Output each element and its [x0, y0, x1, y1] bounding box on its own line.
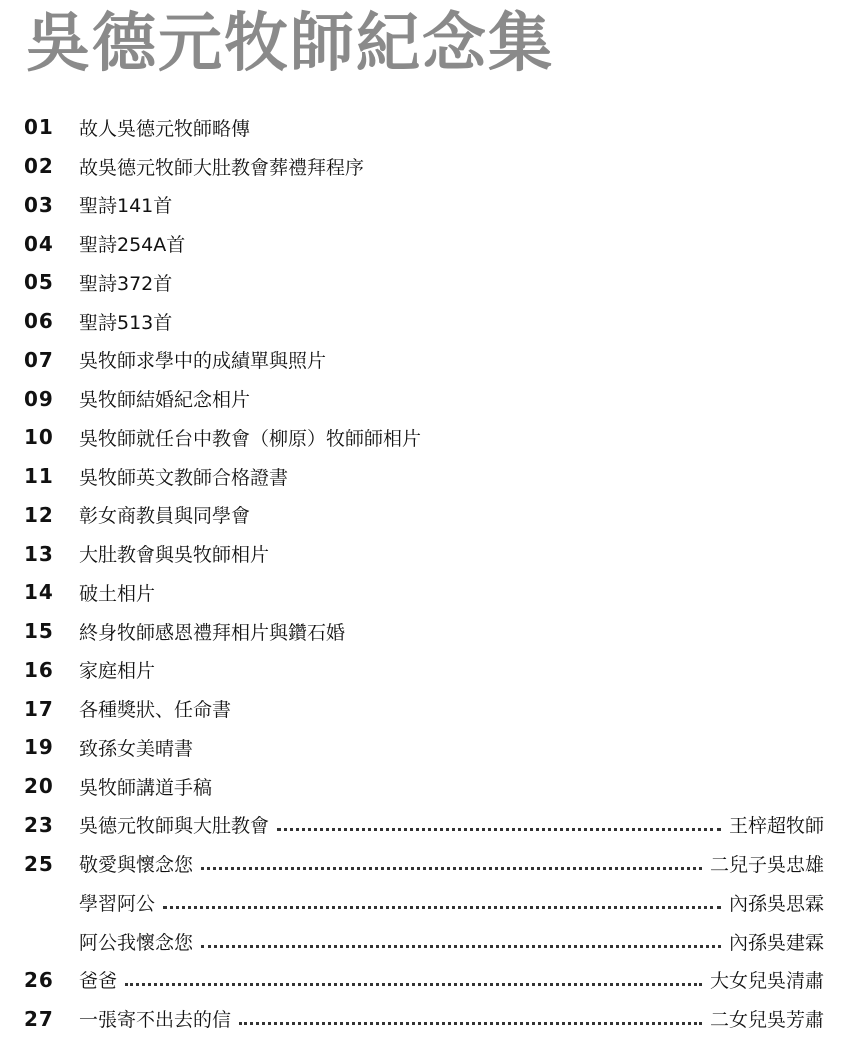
entry-title: 聖詩513首 [79, 311, 173, 334]
entry-title: 聖詩254A首 [79, 234, 186, 257]
entry-number: 26 [24, 967, 54, 992]
entry-number: 27 [24, 1006, 54, 1031]
entry-number: 03 [24, 192, 54, 217]
toc-entry [24, 767, 824, 806]
entry-title: 聖詩141首 [79, 195, 173, 218]
entry-number: 02 [24, 154, 54, 179]
entry-number: 04 [24, 231, 54, 256]
toc-entry [24, 612, 824, 651]
entry-author: 二兒子吳忠雄 [709, 854, 824, 877]
dot-leader [201, 945, 721, 948]
toc-entry [24, 961, 824, 1000]
dot-leader [163, 906, 721, 909]
entry-number: 06 [24, 309, 54, 334]
toc-entry [24, 341, 824, 380]
entry-number: 23 [24, 812, 54, 837]
toc-entry [24, 263, 824, 302]
dot-leader [125, 983, 702, 986]
toc-entry [24, 651, 824, 690]
dot-leader [239, 1022, 702, 1025]
entry-number: 05 [24, 270, 54, 295]
entry-number: 01 [24, 115, 54, 140]
toc-entry [24, 418, 824, 457]
entry-title: 吳牧師就任台中教會（柳原）牧師師相片 [79, 427, 422, 450]
entry-title: 一張寄不出去的信 [79, 1009, 232, 1032]
entry-author: 大女兒吳清肅 [709, 970, 824, 993]
entry-number: 10 [24, 425, 54, 450]
toc-entry [24, 379, 824, 418]
toc-entry [24, 844, 824, 883]
entry-title: 學習阿公 [79, 892, 156, 915]
dot-leader [277, 828, 721, 831]
entry-number: 15 [24, 619, 54, 644]
entry-title: 故人吳德元牧師略傳 [79, 117, 251, 140]
entry-author: 內孫吳建霖 [728, 931, 824, 954]
toc-entry [24, 302, 824, 341]
entry-title: 家庭相片 [79, 660, 156, 683]
entry-author: 二女兒吳芳肅 [709, 1009, 824, 1032]
entry-title: 故吳德元牧師大肚教會葬禮拜程序 [79, 156, 365, 179]
entry-number: 11 [24, 464, 54, 489]
toc-entry [24, 573, 824, 612]
entry-number: 19 [24, 735, 54, 760]
entry-number: 16 [24, 657, 54, 682]
entry-title: 彰女商教員與同學會 [79, 505, 251, 528]
entry-author: 內孫吳思霖 [728, 892, 824, 915]
entry-number: 14 [24, 580, 54, 605]
entry-number: 12 [24, 502, 54, 527]
entry-title: 終身牧師感恩禮拜相片與鑽石婚 [79, 621, 346, 644]
toc-entry [24, 186, 824, 225]
table-of-contents [24, 108, 824, 1038]
entry-title: 阿公我懷念您 [79, 931, 194, 954]
entry-title: 敬愛與懷念您 [79, 854, 194, 877]
entry-title: 致孫女美晴書 [79, 737, 194, 760]
toc-entry [24, 689, 824, 728]
entry-number: 20 [24, 774, 54, 799]
entry-number: 07 [24, 347, 54, 372]
entry-title: 聖詩372首 [79, 272, 173, 295]
entry-title: 破土相片 [79, 582, 156, 605]
entry-title: 爸爸 [79, 970, 118, 993]
toc-entry [24, 108, 824, 147]
entry-number: 17 [24, 696, 54, 721]
toc-entry [24, 999, 824, 1038]
toc-entry [24, 496, 824, 535]
entry-title: 吳牧師求學中的成績單與照片 [79, 350, 327, 373]
toc-entry [24, 728, 824, 767]
dot-leader [201, 867, 702, 870]
toc-entry [24, 883, 824, 922]
toc-entry [24, 147, 824, 186]
entry-number: 09 [24, 386, 54, 411]
entry-title: 大肚教會與吳牧師相片 [79, 544, 270, 567]
toc-entry [24, 457, 824, 496]
entry-author: 王梓超牧師 [728, 815, 824, 838]
entry-title: 吳德元牧師與大肚教會 [79, 815, 270, 838]
toc-entry [24, 806, 824, 845]
toc-entry [24, 224, 824, 263]
page-title: 吳德元牧師紀念集 [26, 6, 554, 81]
entry-number: 13 [24, 541, 54, 566]
toc-entry [24, 922, 824, 961]
entry-title: 吳牧師講道手稿 [79, 776, 213, 799]
entry-title: 吳牧師英文教師合格證書 [79, 466, 289, 489]
entry-title: 各種獎狀、任命書 [79, 699, 232, 722]
toc-entry [24, 534, 824, 573]
entry-title: 吳牧師結婚紀念相片 [79, 389, 251, 412]
entry-number: 25 [24, 851, 54, 876]
